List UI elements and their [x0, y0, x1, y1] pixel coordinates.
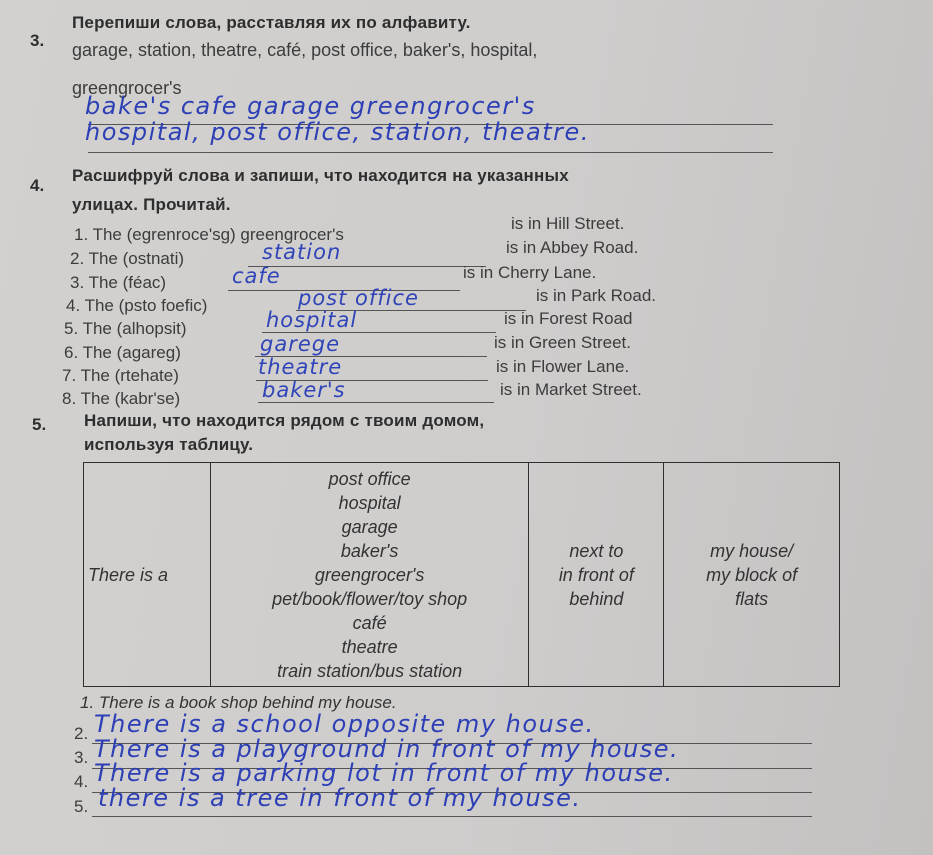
task3-title: Перепиши слова, расставляя их по алфавиту. [72, 13, 471, 32]
table-cell-prepositions [529, 463, 664, 687]
task5-title-line2: используя таблицу. [84, 435, 254, 454]
task4-item8-right: is in Market Street. [500, 380, 642, 399]
task4-item2-right: is in Abbey Road. [506, 238, 639, 257]
task4-item3-right: is in Cherry Lane. [463, 263, 597, 282]
preposition-item: in front of [558, 564, 634, 585]
task4-item3-left: 3. The (féac) [70, 273, 167, 292]
task4-item6-answer: garege [260, 332, 341, 356]
task3-words-line2: greengrocer's [72, 78, 182, 98]
phrase-table [83, 462, 840, 687]
place-item: train station/bus station [277, 660, 463, 681]
task4-item1-left: 1. The (egrenroce'sg) greengrocer's [74, 225, 344, 244]
task5-example: 1. There is a book shop behind my house. [80, 693, 397, 712]
task5-answer4-num: 4. [74, 772, 89, 791]
task5-number: 5. [32, 415, 47, 434]
place-item: baker's [340, 540, 399, 561]
table-cell-there-is-a: There is a [84, 463, 211, 687]
task5-answer3-text: There is a playground in front of my house. [94, 735, 680, 763]
task3-number: 3. [30, 31, 45, 50]
task3-words-line1: garage, station, theatre, café, post office, baker's, hospital, [72, 40, 538, 60]
task4-item3-answer: cafe [232, 264, 281, 288]
place-item: pet/book/flower/toy shop [272, 588, 468, 609]
task4-title-line1: Расшифруй слова и запиши, что находится на указанных [72, 166, 569, 185]
task4-item5-left: 5. The (alhopsit) [64, 319, 187, 338]
task4-item7-answer: theatre [258, 355, 343, 379]
task4-item7-right: is in Flower Lane. [496, 357, 630, 376]
task4-item2-left: 2. The (ostnati) [70, 249, 185, 268]
task4-item4-right: is in Park Road. [536, 286, 656, 305]
task3-answer-line2: hospital, post office, station, theatre. [85, 118, 590, 146]
task5-answer4-text: There is a parking lot in front of my house. [94, 759, 674, 787]
home-item: flats [735, 588, 769, 609]
task4-item5-right: is in Forest Road [504, 309, 633, 328]
task4-item2-answer: station [262, 240, 342, 264]
place-item: theatre [341, 636, 398, 657]
task4-item4-answer: post office [298, 286, 419, 310]
home-item: my block of [706, 564, 798, 585]
task5-answer5-num: 5. [74, 797, 89, 816]
task4-item6-left: 6. The (agareg) [64, 343, 181, 362]
task4-item6-right: is in Green Street. [494, 333, 632, 352]
answer-line [92, 816, 812, 817]
table-cell-home [664, 463, 840, 687]
task5-answer3-num: 3. [74, 748, 89, 767]
answer-line [258, 402, 494, 403]
place-item: hospital [338, 492, 401, 513]
task5-answer2-text: There is a school opposite my house. [94, 710, 595, 738]
task4-number: 4. [30, 176, 45, 195]
task5-title-line1: Напиши, что находится рядом с твоим домом, [84, 411, 485, 430]
answer-line [88, 152, 773, 153]
task5-answer2-num: 2. [74, 724, 89, 743]
preposition-item: next to [569, 540, 624, 561]
task4-item8-left: 8. The (kabr'se) [62, 389, 181, 408]
task4-item4-left: 4. The (psto foefic) [66, 296, 208, 315]
place-item: post office [328, 468, 411, 489]
task4-title-line2: улицах. Прочитай. [72, 195, 231, 214]
task3-answer-line1: bake's cafe garage greengrocer's [85, 92, 536, 120]
task4-item5-answer: hospital [266, 308, 358, 332]
place-item: greengrocer's [314, 564, 425, 585]
home-item: my house/ [710, 540, 794, 561]
place-item: café [352, 612, 387, 633]
place-item: garage [341, 516, 398, 537]
task5-answer5-text: there is a tree in front of my house. [98, 784, 582, 812]
table-cell-places [210, 463, 529, 687]
preposition-item: behind [569, 588, 624, 609]
task4-item1-right: is in Hill Street. [511, 214, 625, 233]
task4-item7-left: 7. The (rtehate) [62, 366, 179, 385]
answer-line [248, 266, 486, 267]
task4-item8-answer: baker's [262, 378, 346, 402]
